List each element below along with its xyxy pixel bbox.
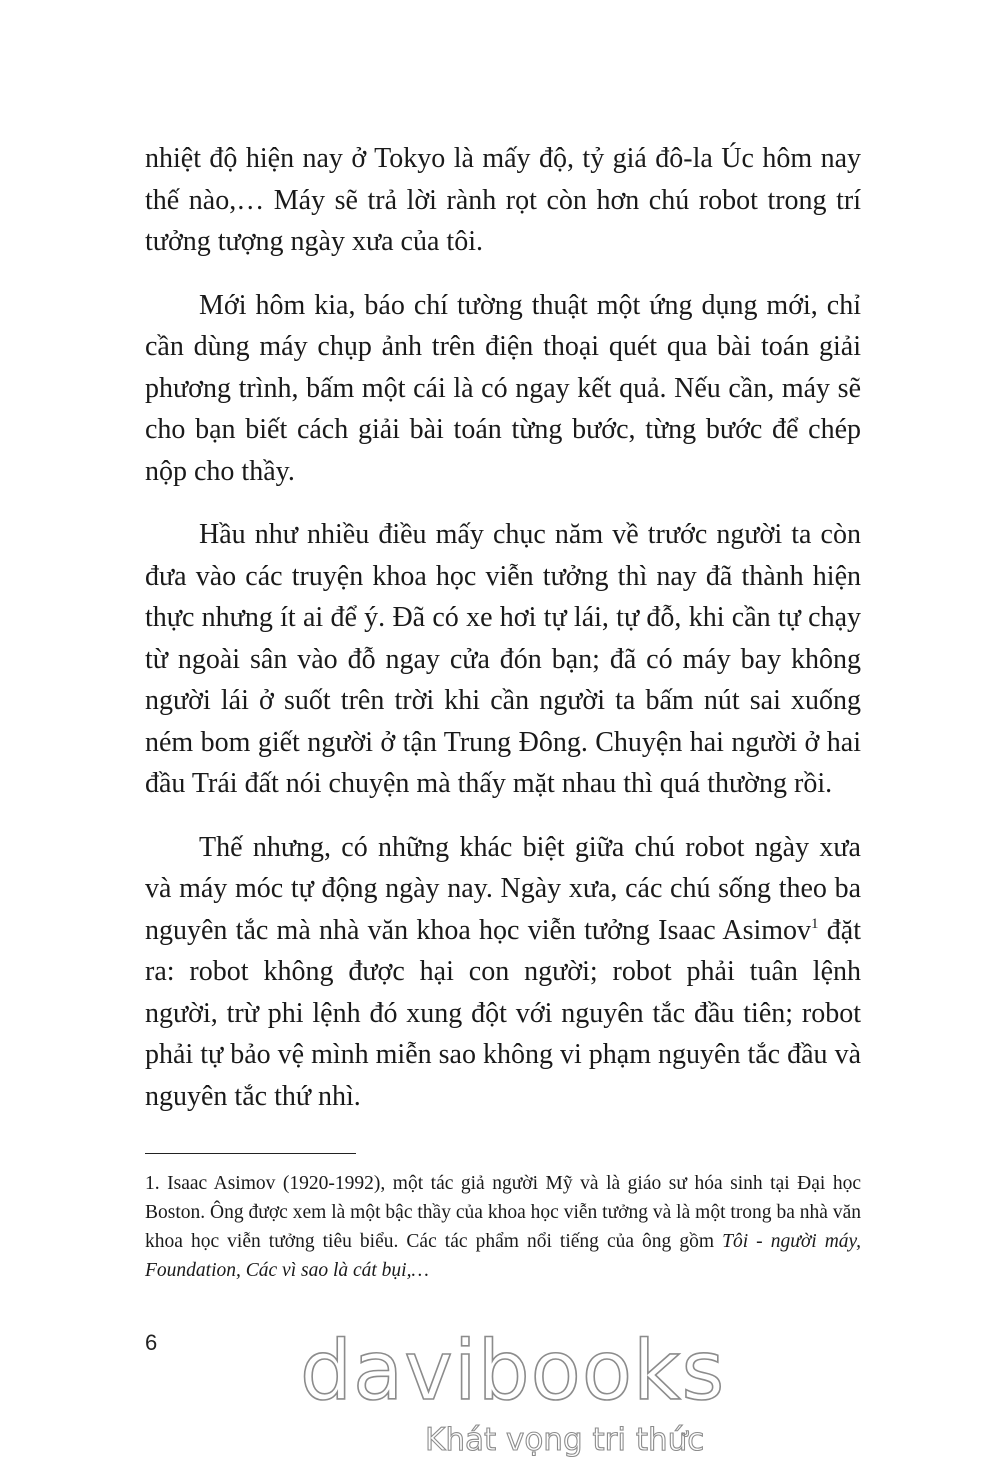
footnote-works: Tôi - người máy, Foundation, Các vì sao là cát bụi,… <box>145 1231 861 1281</box>
paragraph-4-text-after: đặt ra: robot không được hại con người; robot phải tuân lệnh người, trừ phi lệnh đó xung đột với nguyên tắc đầu tiên; robot phải tự bảo vệ mình miễn sao không vi phạm nguyên tắc đầu và nguyên tắc thứ nhì. <box>145 914 861 1112</box>
paragraph-4-text-before: Thế nhưng, có những khác biệt giữa chú robot ngày xưa và máy móc tự động ngày nay. Ngày xưa, các chú sống theo ba nguyên tắc mà nhà văn khoa học viễn tưởng Isaac Asimov <box>145 831 861 946</box>
paragraph-2: Mới hôm kia, báo chí tường thuật một ứng dụng mới, chỉ cần dùng máy chụp ảnh trên điện thoại quét qua bài toán giải phương trình, bấm một cái là có ngay kết quả. Nếu cần, máy sẽ cho bạn biết cách giải bài toán từng bước, từng bước để chép nộp cho thầy. <box>145 289 861 487</box>
watermark-logo <box>290 1324 726 1470</box>
watermark-brand: davibooks <box>300 1324 726 1419</box>
paragraph-1: nhiệt độ hiện nay ở Tokyo là mấy độ, tỷ giá đô-la Úc hôm nay thế nào,… Máy sẽ trả lời rành rọt còn hơn chú robot trong trí tưởng tượng ngày xưa của tôi. <box>145 143 861 257</box>
footnote-reference: 1 <box>811 915 819 932</box>
footnote-text: 1. Isaac Asimov (1920-1992), một tác giả người Mỹ và là giáo sư hóa sinh tại Đại học Boston. Ông được xem là một bậc thầy của khoa học viễn tưởng và là một trong ba nhà văn khoa học viễn tưởng tiêu biểu. Các tác phẩm nổi tiếng của ông gồm <box>145 1173 861 1252</box>
page-number: 6 <box>145 1330 158 1355</box>
page-body <box>145 138 861 1117</box>
watermark-tagline: Khát vọng tri thức <box>425 1422 705 1458</box>
paragraph-3: Hầu như nhiều điều mấy chục năm về trước người ta còn đưa vào các truyện khoa học viễn tưởng thì nay đã thành hiện thực nhưng ít ai để ý. Đã có xe hơi tự lái, tự đỗ, khi cần tự chạy từ ngoài sân vào đỗ ngay cửa đón bạn; đã có máy bay không người lái ở suốt trên trời khi cần người ta bấm nút sai xuống ném bom giết người ở tận Trung Đông. Chuyện hai người ở hai đầu Trái đất nói chuyện mà thấy mặt nhau thì quá thường rồi. <box>145 519 861 799</box>
footnote <box>145 1169 861 1285</box>
paragraph-4 <box>145 827 861 1118</box>
footnote-divider <box>145 1153 356 1154</box>
